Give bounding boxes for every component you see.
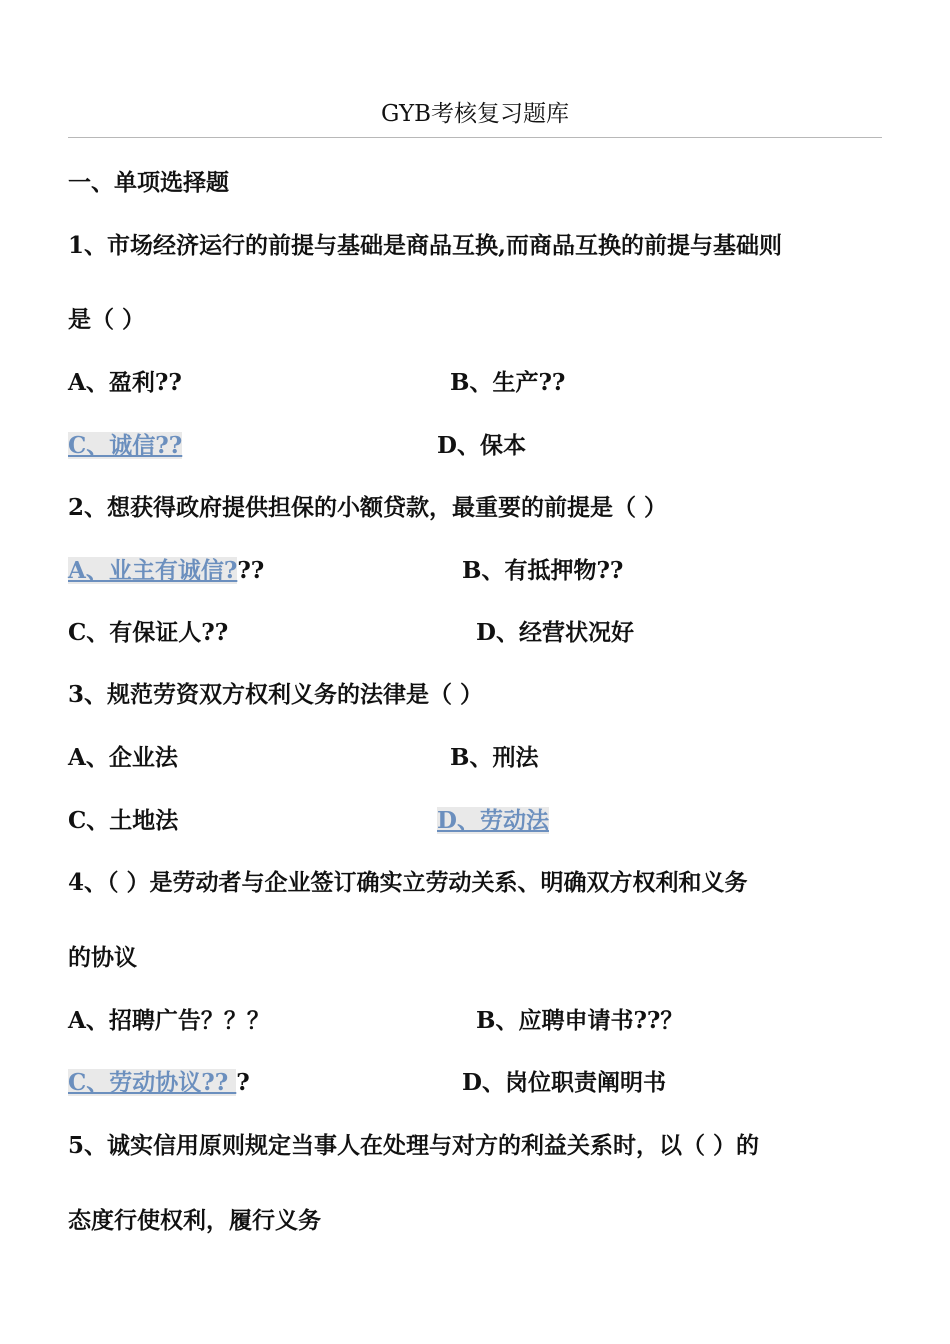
question-5-text-line-2: 态度行使权利，履行义务 — [68, 1207, 321, 1234]
document-title: GYB考核复习题库 — [380, 101, 570, 127]
question-3-text-line-1: 3、规范劳资双方权利义务的法律是（ ） — [68, 681, 484, 708]
question-1-option-c — [68, 428, 182, 464]
question-3-option-c: C、土地法 — [68, 807, 179, 834]
question-4-text-line-1: 4、（ ）是劳动者与企业签订确实立劳动关系、明确双方权利和义务 — [68, 869, 748, 896]
question-1-option-a: A、盈利?? — [68, 369, 182, 396]
title-divider — [68, 137, 882, 138]
question-2-answer-mark: A、业主有诚信? — [68, 557, 238, 584]
question-4-option-a: A、招聘广告？？？ — [68, 1007, 270, 1034]
question-2-option-c: C、有保证人?? — [68, 619, 229, 646]
question-1-option-d: D、保本 — [437, 432, 526, 459]
question-4-option-b: B、应聘申请书??？ — [476, 1007, 684, 1034]
section-heading: 一、单项选择题 — [68, 169, 229, 196]
question-2-text-line-1: 2、想获得政府提供担保的小额贷款，最重要的前提是（ ） — [68, 494, 668, 521]
question-3-option-b: B、刑法 — [450, 744, 539, 771]
question-3-option-a: A、企业法 — [68, 744, 178, 771]
question-2-option-a — [68, 553, 264, 589]
question-1-option-b: B、生产?? — [450, 369, 566, 396]
question-1-answer-mark: C、诚信?? — [68, 432, 183, 459]
question-5-text-line-1: 5、诚实信用原则规定当事人在处理与对方的利益关系时，以（ ）的 — [68, 1132, 760, 1159]
question-2-option-d: D、经营状况好 — [476, 619, 634, 646]
question-4-text-line-2: 的协议 — [68, 944, 137, 971]
question-2-option-a-rest: ?? — [237, 557, 265, 584]
question-1-text-line-1: 1、市场经济运行的前提与基础是商品互换,而商品互换的前提与基础则 — [68, 232, 783, 259]
question-2-option-b: B、有抵押物?? — [462, 557, 624, 584]
question-4-option-c — [68, 1065, 250, 1101]
question-4-answer-mark: C、劳动协议?? — [68, 1069, 237, 1096]
question-1-text-line-2: 是（ ） — [68, 306, 146, 333]
question-4-option-d: D、岗位职责阐明书 — [462, 1069, 666, 1096]
question-4-option-c-rest: ? — [236, 1069, 250, 1096]
question-3-option-d — [437, 803, 549, 839]
question-3-answer-mark: D、劳动法 — [437, 807, 549, 834]
